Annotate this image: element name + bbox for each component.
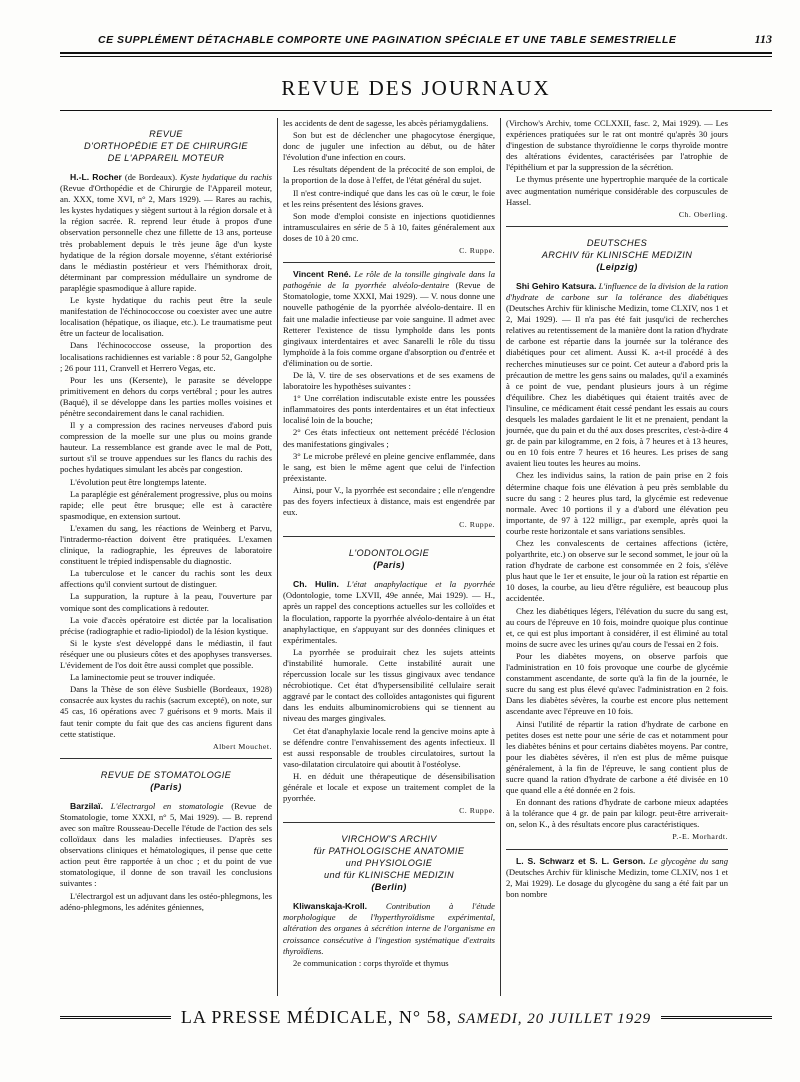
article-abstract <box>60 172 272 294</box>
article-title: Le rôle de la tonsille gingivale dans la pathogénie de la pyorrhée alvéolo-dentaire <box>283 269 495 291</box>
section-heading-line: VIRCHOW'S ARCHIV <box>341 834 437 845</box>
paragraph: (Virchow's Archiv, tome CCLXXII, fasc. 2, Mai 1929). — Les expériences pratiquées sur le rat ont montré qu'après 30 jours d'ingestion de substance thyroïdienne le corps thyroïde montre des altérations évidentes, caractérisées par l'atrophie de l'épithélium et par la suppression de la sécrétion. <box>506 118 728 173</box>
masthead-rule <box>60 110 772 111</box>
paragraph: Chez les convalescents de certaines affections (ictère, polyarthrite, etc.) on observe sur le second sommet, le jour où la ration d'hydrate de carbone est consommée en 2 fois, s'élève plus haut que le 1er et ensuite, le jour où la ration est répartie en 10 doses, la courbe, au lieu d'être régulière, est beaucoup plus accidentée. <box>506 538 728 604</box>
article-abstract <box>283 579 495 646</box>
article-abstract <box>506 856 728 900</box>
paragraph: De là, V. tire de ses observations et de ses examens de laboratoire les hypothèses suivantes : <box>283 369 495 392</box>
paragraph: Il y a compression des racines nerveuses d'abord puis compression de la moelle sur une plus ou moins grande hauteur. La ressemblance est grande avec le mal de Pott, surtout s'il se trouve appendues sur les flancs du rachis des poches hydatiques simulant les abcès par congestion. <box>60 420 272 475</box>
article-body: (Deutsches Archiv für klinische Medizin, tome CLXIV, nos 1 et 2, Mai 1929). Le dosage du glycogène du sang a été fait par un bon nombre <box>506 866 728 899</box>
footer-rule <box>661 1016 772 1019</box>
paragraph: Cet état d'anaphylaxie locale rend la gencive moins apte à se défendre contre l'envahissement des agents infectieux. Il est aussi responsable de troubles circulatoires, surtout la vaso-dilatation circulatoire qui aboutit à l'ostéolyse. <box>283 725 495 769</box>
section-heading <box>283 547 495 571</box>
paragraph: Chez les diabétiques légers, l'élévation du sucre du sang est, au cours de l'épreuve en 10 fois, moindre quoique plus continue et, ce qui est plus important à considérer, il est éliminé au total moins de sucre avec les urines qu'au cours de l'essai en 2 fois. <box>506 605 728 649</box>
article-author: Kliwanskaja-Kroll. <box>293 901 368 912</box>
article-author: Barzilaï. <box>70 800 103 811</box>
section-heading-line: ARCHIV für KLINISCHE MEDIZIN <box>541 249 693 260</box>
article-title: L'état anaphylactique et la pyorrhée <box>338 579 495 590</box>
paragraph: Ainsi l'utilité de répartir la ration d'hydrate de carbone en petites doses est nette pour une série de cas et notamment pour les diabètes bénins et pour certains diabètes moyens. Par contre, pour les diabètes sévères, il n'en est plus de même puisque généralement, à la fin de l'épreuve, le sang contient plus de sucre quand la ration d'hydrate de carbone a été divisée en 10 que quand elle a été donnée en 2 fois. <box>506 718 728 796</box>
paragraph: La tuberculose et le cancer du rachis sont les deux affections qu'il convient surtout de distinguer. <box>60 568 272 590</box>
signature: Albert Mouchet. <box>212 741 272 751</box>
paragraph: 2e communication : corps thyroïde et thymus <box>293 957 449 968</box>
paragraph: H. en déduit une thérapeutique de désensibilisation générale et locale et expose un traitement complet de la pyorrhée. <box>283 770 495 804</box>
section-heading <box>60 769 272 793</box>
paragraph: Il n'est contre-indiqué que dans les cas où le cœur, le foie et les reins présentent des lésions graves. <box>283 187 495 209</box>
paragraph: La voie d'accès opératoire est dictée par la localisation précise (radiographie et radio-lipiodol) de la lésion kystique. <box>60 614 272 636</box>
section-location: (Berlin) <box>371 882 407 893</box>
signature: C. Ruppe. <box>459 520 495 530</box>
divider <box>506 226 728 227</box>
paragraph: Dans l'échinococcose osseuse, la proportion des localisations rachidiennes est variable : 8 pour 52, Gangolphe ; 26 pour 111, Cranvell et Herrero Vegas, etc. <box>60 340 272 373</box>
author-affiliation: (de Bordeaux). <box>121 172 181 182</box>
divider <box>506 849 728 850</box>
article-author: Shi Gehiro Katsura. <box>516 280 597 291</box>
paragraph: L'évolution peut être longtemps latente. <box>70 476 207 487</box>
divider <box>283 262 495 263</box>
section-heading-line: REVUE DE STOMATOLOGIE <box>100 769 232 780</box>
section-heading-line: D'ORTHOPÉDIE ET DE CHIRURGIE <box>84 141 248 151</box>
article-title: Le glycogène du sang <box>645 855 728 866</box>
article-abstract <box>60 801 272 890</box>
article-title: Contribution à l'étude morphologique de l'hyperthyroïdisme expérimental, altération des organes à sécrétion interne de l'organisme en croissance consécutive à l'ingestion systématique d'extraits thyroïdiens. <box>283 901 495 956</box>
section-heading-line: DEUTSCHES <box>586 237 648 248</box>
paragraph: Pour les uns (Kersente), le parasite se développe primitivement en dehors du corps vertébral ; pour les autres (Baqué), il se développe dans les parties molles voisines et pénètre secondairement dans le canal rachidien. <box>60 374 272 418</box>
section-heading <box>283 833 495 893</box>
section-heading-line: REVUE <box>149 129 183 139</box>
paragraph: Pour les diabètes moyens, on observe parfois que l'administration en 10 fois provoque une courbe de glycémie constamment ascendante, de sorte qu'à la fin de la journée, le sucre du sang est plus élevé qu'avec l'administration en 2 fois. Dans les diabètes sévères, la courbe est encore plus nettement ascendante avec l'épreuve en 10 fois. <box>506 650 728 717</box>
signature: C. Ruppe. <box>459 806 495 816</box>
article-abstract <box>283 269 495 369</box>
issue-date: SAMEDI, 20 JUILLET 1929 <box>457 1010 652 1027</box>
section-location: (Paris) <box>373 560 405 571</box>
section-heading-line: für PATHOLOGISCHE ANATOMIE <box>313 846 465 857</box>
paragraph: Son mode d'emploi consiste en injections quotidiennes intramusculaires en série de 5 à 10, faites généralement aux doses de 10 à 20 cmc. <box>283 210 495 243</box>
article-title: L'influence de la division de la ration d'hydrate de carbone sur la tolérance des diabétiques <box>506 280 728 302</box>
section-location: (Paris) <box>150 781 182 792</box>
running-header <box>60 34 772 52</box>
paragraph: Les résultats dépendent de la précocité de son emploi, de la proportion de la dose à l'effet, de l'état général du sujet. <box>283 164 495 186</box>
article-author: L. S. Schwarz et S. L. Gerson. <box>516 855 646 866</box>
page-footer <box>60 1005 772 1029</box>
column-2 <box>283 118 495 996</box>
article-abstract <box>283 901 495 956</box>
paragraph: 1° Une corrélation indiscutable existe entre les poussées inflammatoires des ponts interdentaires et un état infectieux localisé loin de la bouche; <box>283 393 495 426</box>
paragraph: L'électrargol est un adjuvant dans les ostéo-phlegmons, les adéno-phlegmons, les adénites géniennes, <box>60 890 272 912</box>
paragraph: Si le kyste s'est développé dans le médiastin, il faut réséquer une ou plusieurs côtes et des apophyses transverses. L'évidement de l'os doit être aussi complet que possible. <box>60 637 272 671</box>
column-divider <box>277 118 278 996</box>
divider <box>283 536 495 537</box>
divider <box>60 758 272 759</box>
section-heading <box>60 128 272 164</box>
article-title: L'électrargol en stomatologie <box>102 800 224 811</box>
journal-name: LA PRESSE MÉDICALE, N° 58, <box>180 1006 453 1027</box>
header-rule <box>60 52 772 54</box>
signature: C. Ruppe. <box>459 246 495 256</box>
section-heading-line: DE L'APPAREIL MOTEUR <box>107 153 225 163</box>
column-divider <box>500 118 501 996</box>
paragraph: Son but est de déclencher une phagocytose énergique, donc de juguler une infection au début, ou de hâter l'évolution d'une infection en cours. <box>283 130 495 163</box>
section-heading-line: und für KLINISCHE MEDIZIN <box>324 870 454 881</box>
footer-rule <box>60 1016 171 1019</box>
paragraph: 3° Le microbe prélevé en pleine gencive enflammée, dans le sang, est bien le même agent que celui de l'infection préexistante. <box>283 450 495 483</box>
paragraph: Le thymus présente une hypertrophie marquée de la corticale avec augmentation numérique considérable des corpuscules de Hassel. <box>506 174 728 207</box>
paragraph: les accidents de dent de sagesse, les abcès périamygdaliens. <box>283 118 489 128</box>
page-title: REVUE DES JOURNAUX <box>281 76 551 100</box>
paragraph: Ainsi, pour V., la pyorrhée est secondaire ; elle n'engendre pas des foyers infectieux à distance, mais est engendrée par eux. <box>283 484 495 518</box>
section-heading-line: L'ODONTOLOGIE <box>348 548 430 559</box>
article-body: (Deutsches Archiv für klinische Medizin, tome CLXIV, nos 1 et 2, Mai 1929). — Il n'a pas été fait jusqu'ici de recherches relatives au retentissement de la manière dont la ration d'hydrate de carbone est répartie dans la journée sur la tolérance des diabétiques pour cet aliment. Aussi K. a-t-il procédé à des recherches minutieuses sur ce point. Cet auteur a d'abord pris la précaution de mettre les gens sains ou malades, qu'il a examinés à ce point de vue, pendant plusieurs jours à un régime d'équilibre. Chez les diabétiques qui étaient traités avec de l'insuline, ce médicament était cessé pendant les essais au cours desquels les malades gardaient le lit et ne prenaient, pendant la journée, que du pain et du thé aux doses prescrites, c'est-à-dire 4 gr. de pain par kilogramme, en 2 fois, à 7 heures et à 13 heures, ou en 10 fois entre 7 heures et 16 heures. Les prises de sang avaient lieu toutes les heures au moins. <box>506 303 728 469</box>
article-author: Ch. Hulin. <box>293 579 339 590</box>
paragraph: La paraplégie est généralement progressive, plus ou moins rapide; elle peut être brusque; elle est à caractère spasmodique, en extension surtout. <box>60 488 272 521</box>
paragraph: Le kyste hydatique du rachis peut être la seule manifestation de l'échinococcose ou coexister avec une autre localisation (hépatique, os iliaque, etc.). Le traumatisme peut être un facteur de localisation. <box>60 295 272 339</box>
paragraph: La suppuration, la rupture à la peau, l'ouverture par vomique sont des complications à redouter. <box>60 591 272 613</box>
paragraph: En donnant des rations d'hydrate de carbone mieux adaptées à la tolérance que 4 gr. de pain par kilogr. peut-être arriverait-on, selon K., à des résultats encore plus caractéristiques. <box>506 797 728 830</box>
paragraph: L'examen du sang, les réactions de Weinberg et Parvu, l'intradermo-réaction doivent être pratiquées. L'examen clinique, la radiographie, les épreuves de laboratoire constituent le trépied indispensable du diagnostic. <box>60 522 272 567</box>
article-body: (Revue de Stomatologie, tome XXXI, n° 5, Mai 1929). — B. reprend avec son maître Rousseau-Decelle l'étude de l'action des sels colloïdaux dans les maladies infectieuses. D'après ses observations cliniques et hématologiques, il pense que cette action peut être rapportée à un choc ; et du point de vue stomatologique, il donne de son travail les conclusions suivantes : <box>60 800 272 889</box>
article-author: Vincent René. <box>293 269 351 280</box>
section-heading <box>506 237 728 273</box>
footer-masthead <box>171 1007 661 1028</box>
article-title: Kyste hydatique du rachis <box>180 172 272 182</box>
article-body: (Odontologie, tome LXVII, 49e année, Mai 1929). — H., après un rappel des conceptions actuelles sur les colloïdes et la floculation, rapporte la pyorrhée alvéolo-dentaire à un état anaphylactique, en s'appuyant sur des données cliniques et expérimentales. <box>283 590 495 645</box>
article-body: (Revue de Stomatologie, tome XXXI, Mai 1929). — V. nous donne une nouvelle pathogénie de la pyorrhée alvéolo-dentaire. Il en fait une maladie infectieuse par voie sanguine. Il admet avec Retterer l'existence de tissu lymphoïde dans les ponts gingivaux interdentaires et avec Sanarelli le rôle du tissu lymphoïde à la fois comme organe d'absorption ou d'entrée et d'élimination ou de sortie. <box>283 280 495 368</box>
paragraph: La pyorrhée se produirait chez les sujets atteints d'instabilité humorale. Cette instabilité aurait une répercussion locale sur les tissus gingivaux avec tendance nécrobiotique. Cet état d'hypersensibilité cellulaire serait aggravé par le contact des colloïdes antagonistes qui figurent dans les enduits albuminomicrobiens qui se tiennent au niveau des marges gingivales. <box>283 646 495 724</box>
column-1 <box>60 118 272 996</box>
article-body: (Revue d'Orthopédie et de Chirurgie de l'Appareil moteur, an. XXX, tome XVI, n° 2, Mars 1929). — Rares au rachis, les kystes hydatiques y siègent surtout à la région dorsale et à la région sacrée. R. reprend leur étude à propos d'une observation personnelle chez une fillette de 13 ans, porteuse très probablement depuis le très jeune âge d'un kyste hydatique de la région dorsale moyenne, s'étant extériorisé dans le médiastin postérieur et vers l'hémithorax droit, déterminant par compression médullaire un syndrome de paraplégie spasmodique à allure rapide. <box>60 183 272 293</box>
divider <box>283 822 495 823</box>
header-rule-thin <box>60 56 772 57</box>
paragraph: 2° Ces états infectieux ont nettement précédé l'éclosion des manifestations gingivales ; <box>283 427 495 449</box>
paragraph: La laminectomie peut se trouver indiquée. <box>70 672 216 683</box>
paragraph: Dans la Thèse de son élève Susbielle (Bordeaux, 1928) consacrée aux kystes du rachis (sacrum excepté), on note, sur 45 cas, 16 opérations avec 7 guérisons et 9 morts. Mais il faut tenir compte du fait que des cas anciens figurent dans cette statistique. <box>60 684 272 739</box>
column-3 <box>506 118 728 996</box>
article-abstract <box>506 281 728 470</box>
supplement-notice: CE SUPPLÉMENT DÉTACHABLE COMPORTE UNE PAGINATION SPÉCIALE ET UNE TABLE SEMESTRIELLE <box>98 34 677 46</box>
signature: P.-E. Morhardt. <box>672 832 728 842</box>
article-author: H.-L. Rocher <box>70 172 122 182</box>
section-location: (Leipzig) <box>596 261 638 272</box>
signature: Ch. Oberling. <box>678 209 728 219</box>
paragraph: Chez les individus sains, la ration de pain prise en 2 fois détermine chaque fois une élévation à peu près semblable du sucre du sang : 2 heures plus tard, la glycémie est redevenue normale. Avec 10 portions il y a d'abord une élévation peu importante, de 97 à 122 milligr., par exemple, après quoi la courbe reste horizontale et sans variations sensibles. <box>506 470 728 536</box>
page-number: 113 <box>754 32 772 46</box>
section-heading-line: und PHYSIOLOGIE <box>345 858 433 869</box>
